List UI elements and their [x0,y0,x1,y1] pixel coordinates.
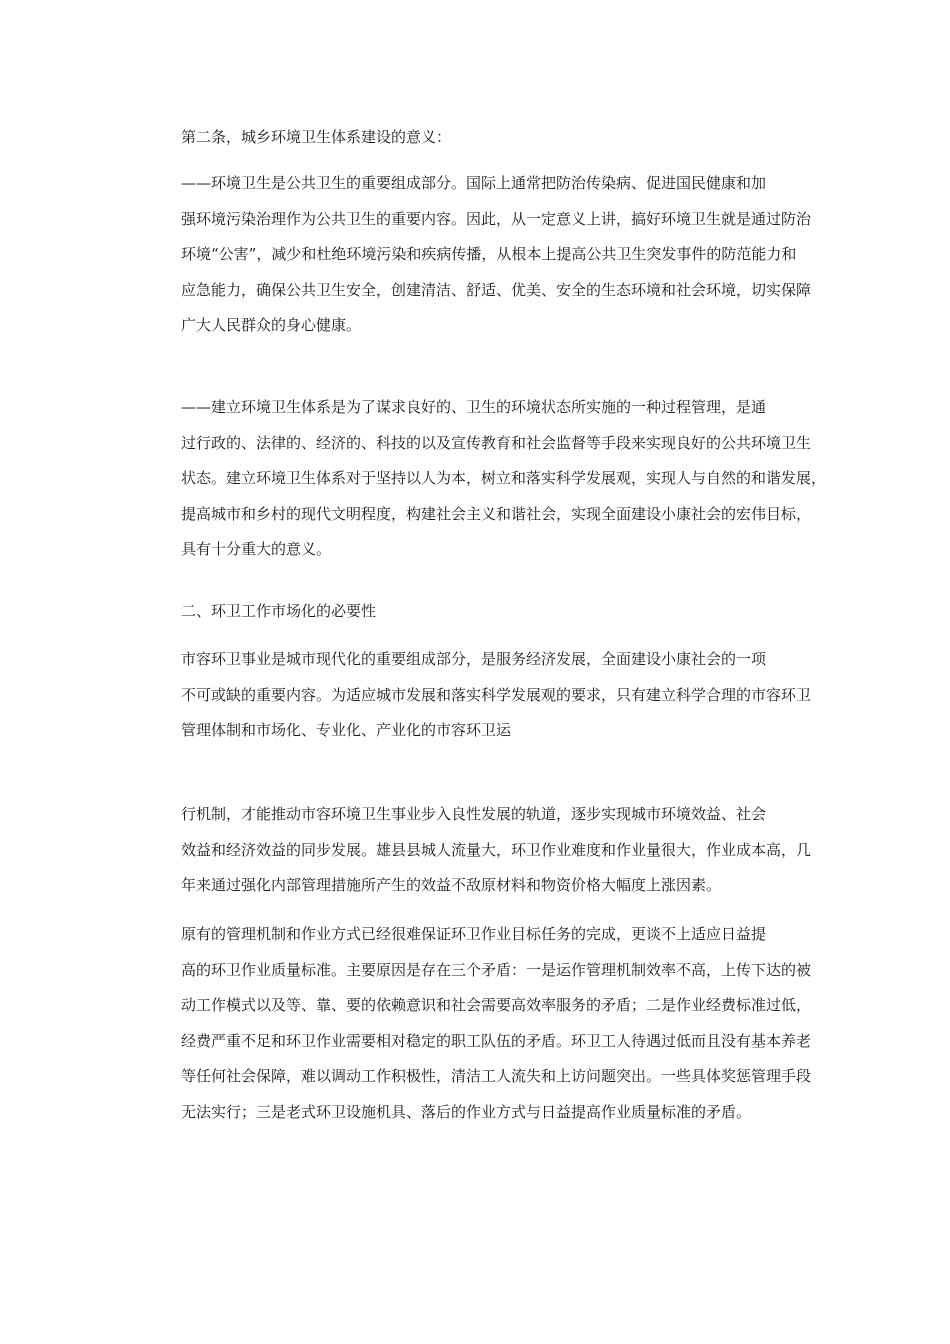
text-line: 原有的管理机制和作业方式已经很难保证环卫作业目标任务的完成，更谈不上适应日益提 [181,925,767,943]
text-line: ——建立环境卫生体系是为了谋求良好的、卫生的环境状态所实施的一种过程管理，是通 [181,398,767,416]
text-line: 高的环卫作业质量标准。主要原因是存在三个矛盾：一是运作管理机制效率不高，上传下达的被 [181,960,812,979]
text-line: ——环境卫生是公共卫生的重要组成部分。国际上通常把防治传染病、促进国民健康和加 [181,174,767,192]
text-line: 效益和经济效益的同步发展。雄县县城人流量大，环卫作业难度和作业量很大，作业成本高，几 [181,840,812,859]
article-heading [145,120,810,156]
text-line: 动工作模式以及等、靠、要的依赖意识和社会需要高效率服务的矛盾；二是作业经费标准过低， [181,996,812,1014]
text-line: 经费严重不足和环卫作业需要相对稳定的职工队伍的矛盾。环卫工人待遇过低而且没有基本养老 [181,1031,812,1050]
text-line: 行机制，才能推动市容环境卫生事业步入良性发展的轨道，逐步实现城市环境效益、社会 [181,805,767,823]
section-heading [145,594,810,630]
text-line: 广大人民群众的身心健康。 [181,316,362,334]
text-line: 过行政的、法律的、经济的、科技的以及宣传教育和社会监督等手段来实现良好的公共环境卫生 [181,433,812,452]
text-line: 提高城市和乡村的现代文明程度，构建社会主义和谐社会，实现全面建设小康社会的宏伟目标， [181,504,812,523]
text-line: 应急能力，确保公共卫生安全，创建清洁、舒适、优美、安全的生态环境和社会环境，切实保障 [181,280,812,299]
paragraph-operating-mechanism [145,797,810,904]
paragraph-three-contradictions [145,917,810,1130]
text-line: 状态。建立环境卫生体系对于坚持以人为本，树立和落实科学发展观，实现人与自然的和谐发展， [181,469,827,487]
text-line: 等任何社会保障，难以调动工作积极性，清洁工人流失和上访问题突出。一些具体奖惩管理手段 [181,1067,812,1085]
text-line: 年来通过强化内部管理措施所产生的效益不敌原材料和物资价格大幅度上涨因素。 [181,876,722,894]
paragraph-public-health [145,166,810,344]
text-line: 环境“公害”，减少和杜绝环境污染和疾病传播，从根本上提高公共卫生突发事件的防范能力和 [181,245,797,263]
text-line: 不可或缺的重要内容。为适应城市发展和落实科学发展观的要求，只有建立科学合理的市容环卫 [181,685,812,704]
text-line: 管理体制和市场化、专业化、产业化的市容环卫运 [181,721,512,739]
paragraph-sanitation-system [145,390,827,568]
text-line: 二、环卫工作市场化的必要性 [181,602,377,620]
text-line: 无法实行；三是老式环卫设施机具、落后的作业方式与日益提高作业质量标准的矛盾。 [181,1102,752,1121]
text-line: 具有十分重大的意义。 [181,540,332,558]
text-line: 市容环卫事业是城市现代化的重要组成部分，是服务经济发展，全面建设小康社会的一项 [181,650,767,668]
text-line: 强环境污染治理作为公共卫生的重要内容。因此，从一定意义上讲，搞好环境卫生就是通过防治 [181,209,812,228]
text-line: 第二条，城乡环境卫生体系建设的意义： [181,128,452,146]
paragraph-market-reform [145,642,810,749]
